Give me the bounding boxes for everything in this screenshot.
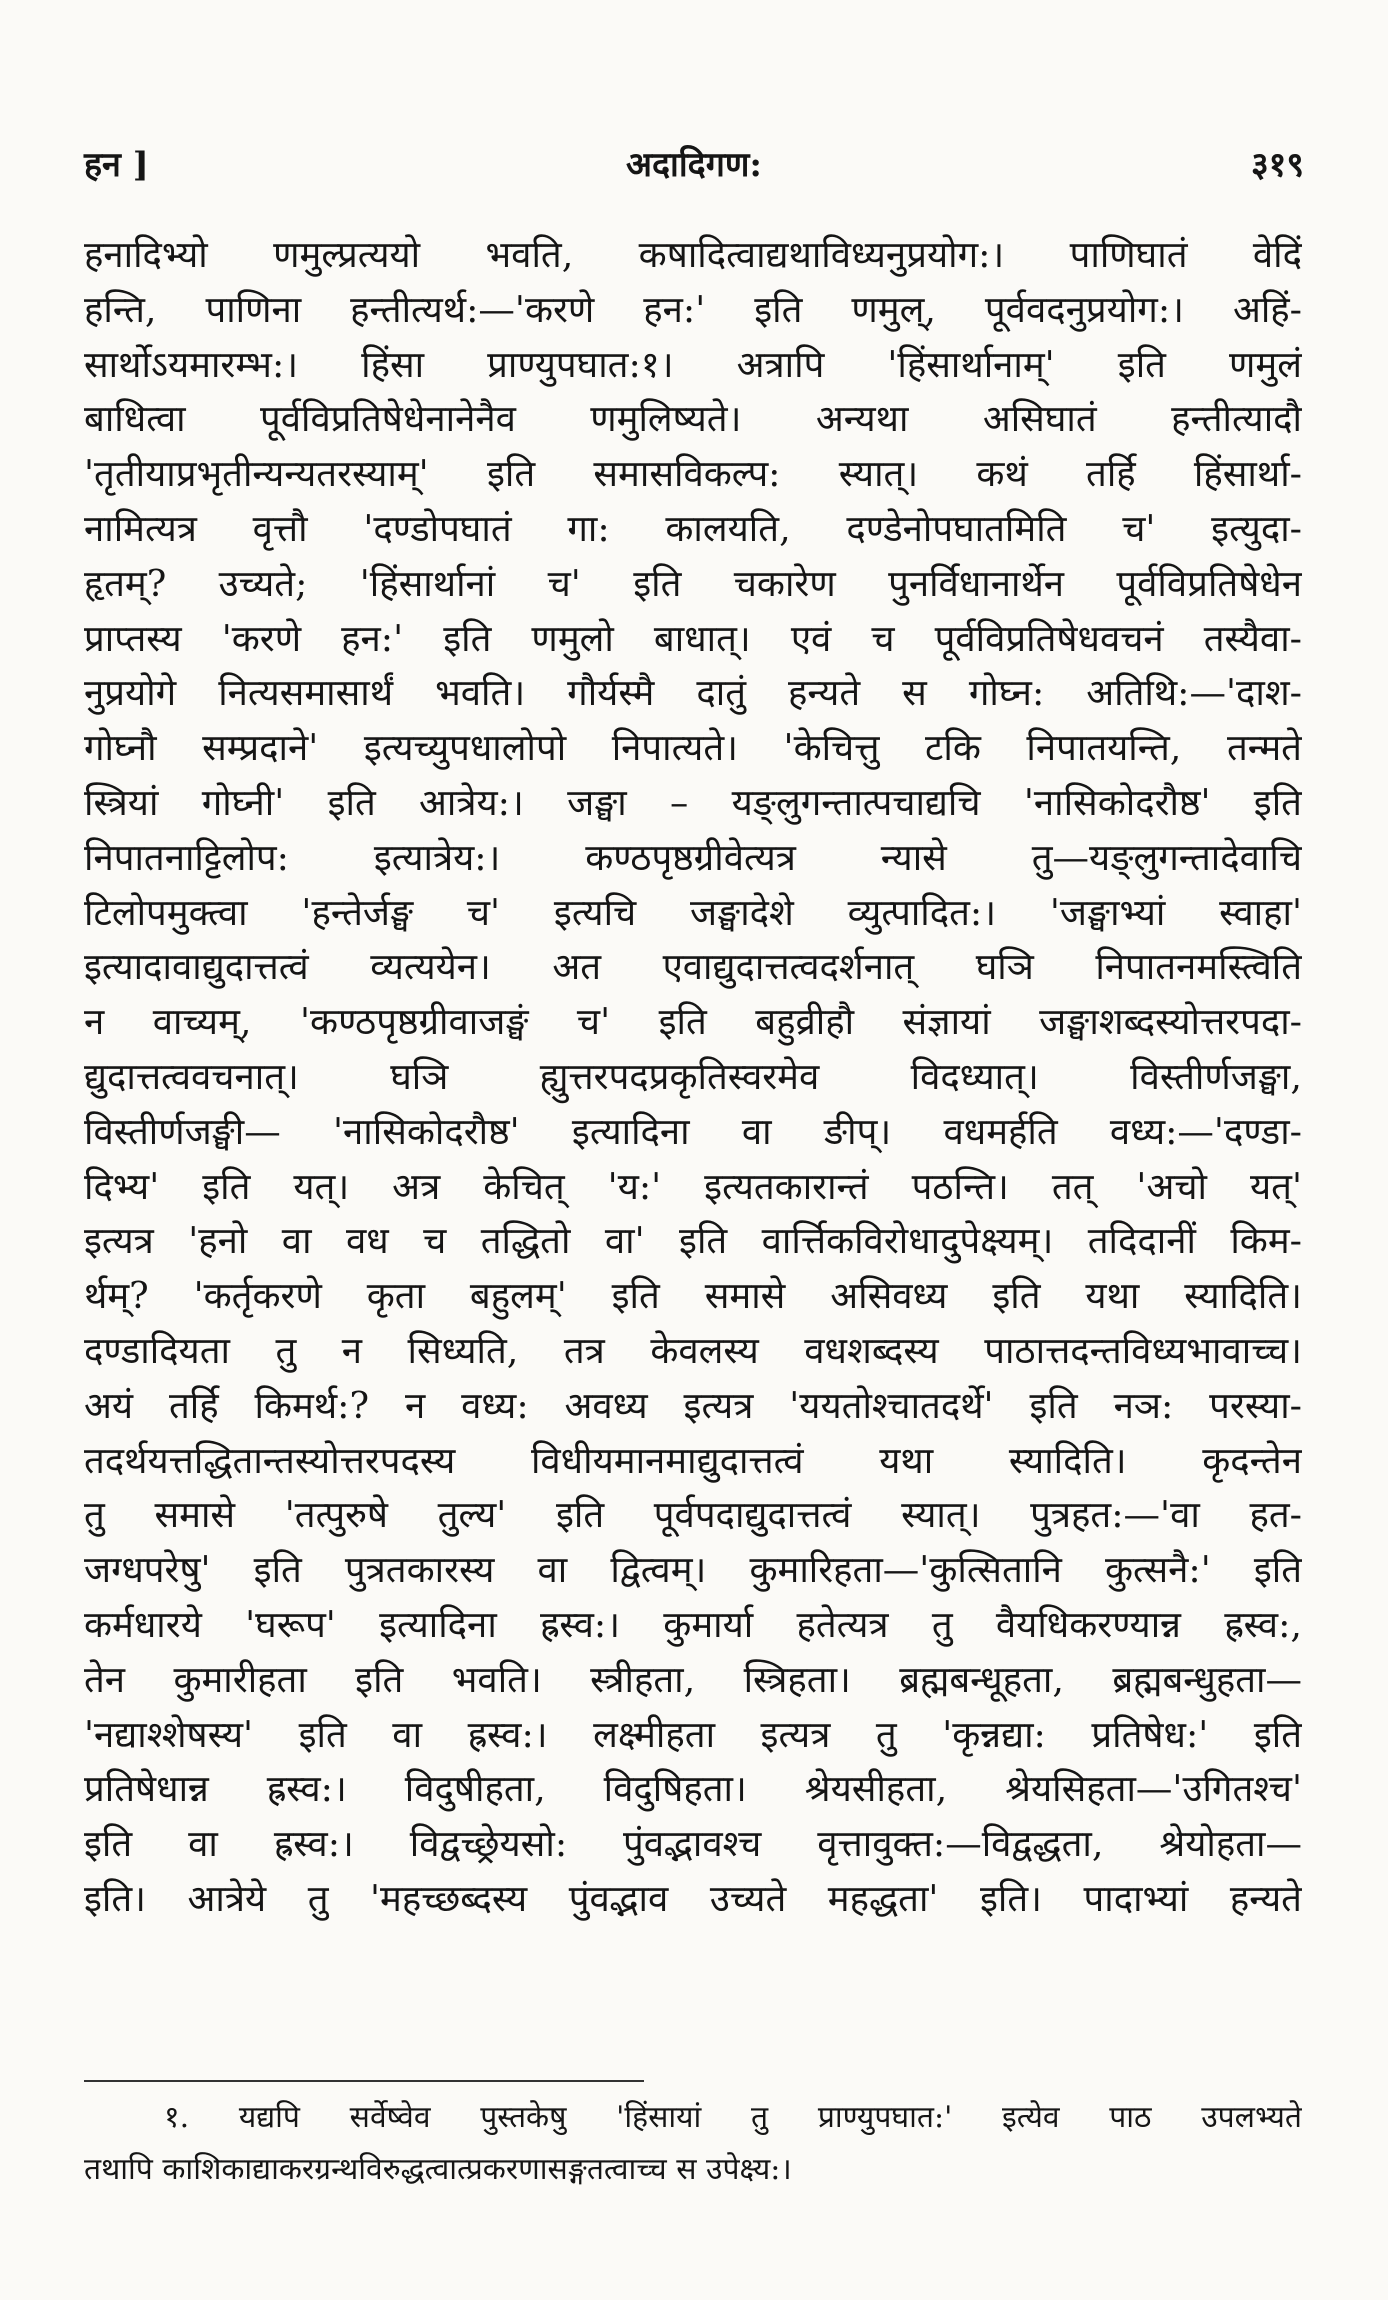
footnote (84, 2092, 1302, 2196)
text-line: कर्मधारये 'घरूप' इत्यादिना ह्रस्व:। कुमार्या हतेत्यत्र तु वैयधिकरण्यान्न ह्रस्व:, (84, 1602, 1302, 1646)
text-line: हनादिभ्यो णमुल्प्रत्ययो भवति, कषादित्वाद्यथाविध्यनुप्रयोग:। पाणिघातं वेदिं (84, 233, 1302, 276)
running-head-title: अदादिगण: (626, 145, 762, 185)
text-line: बाधित्वा पूर्वविप्रतिषेधेनानेनैव णमुलिष्यते। अन्यथा असिघातं हन्तीत्यादौ (84, 397, 1302, 441)
text-line: दण्डादियता तु न सिध्यति, तत्र केवलस्य वधशब्दस्य पाठात्तदन्तविध्यभावाच्च। (84, 1328, 1302, 1372)
text-line: न वाच्यम्, 'कण्ठपृष्ठग्रीवाजङ्घं च' इति बहुव्रीहौ संज्ञायां जङ्घाशब्दस्योत्तरपदा- (84, 1000, 1302, 1044)
text-line: सार्थोऽयमारम्भ:। हिंसा प्राण्युपघात:१। अत्रापि 'हिंसार्थानाम्' इति णमुलं (84, 342, 1302, 386)
text-line: दिभ्य' इति यत्। अत्र केचित् 'य:' इत्यतकारान्तं पठन्ति। तत् 'अचो यत्' (84, 1164, 1302, 1208)
page-number: ३१९ (1250, 145, 1304, 185)
text-line: गोघ्नौ सम्प्रदाने' इत्यच्युपधालोपो निपात्यते। 'केचित्तु टकि निपातयन्ति, तन्मते (84, 726, 1302, 770)
text-line: टिलोपमुक्त्वा 'हन्तेर्जङ्घ च' इत्यचि जङ्घादेशे व्युत्पादित:। 'जङ्घाभ्यां स्वाहा' (84, 890, 1302, 934)
footnote-line: १. यद्यपि सर्वेष्वेव पुस्तकेषु 'हिंसायां तु प्राण्युपघात:' इत्येव पाठ उपलभ्यते (164, 2100, 1302, 2135)
text-line: हृतम्? उच्यते; 'हिंसार्थानां च' इति चकारेण पुनर्विधानार्थेन पूर्वविप्रतिषेधेन (84, 561, 1302, 605)
text-line: नामित्यत्र वृत्तौ 'दण्डोपघातं गा: कालयति, दण्डेनोपघातमिति च' इत्युदा- (84, 506, 1302, 550)
text-line: तदर्थयत्तद्धितान्तस्योत्तरपदस्य विधीयमानमाद्युदात्तत्वं यथा स्यादिति। कृदन्तेन (84, 1438, 1302, 1482)
footnote-line: तथापि काशिकाद्याकरग्रन्थविरुद्धत्वात्प्रकरणासङ्गतत्वाच्च स उपेक्ष्य:। (84, 2152, 792, 2187)
text-line: द्युदात्तत्ववचनात्। घञि ह्युत्तरपदप्रकृतिस्वरमेव विदध्यात्। विस्तीर्णजङ्घा, (84, 1054, 1302, 1098)
text-line: तु समासे 'तत्पुरुषे तुल्य' इति पूर्वपदाद्युदात्तत्वं स्यात्। पुत्रहत:—'वा हत- (84, 1493, 1302, 1537)
page-header (84, 140, 1304, 190)
text-line: इत्यादावाद्युदात्तत्वं व्यत्ययेन। अत एवाद्युदात्तत्वदर्शनात् घञि निपातनमस्त्विति (84, 945, 1302, 989)
text-line: प्राप्तस्य 'करणे हन:' इति णमुलो बाधात्। एवं च पूर्वविप्रतिषेधवचनं तस्यैवा- (84, 616, 1302, 660)
text-line: 'तृतीयाप्रभृतीन्यन्यतरस्याम्' इति समासविकल्प: स्यात्। कथं तर्हि हिंसार्था- (84, 452, 1302, 496)
text-line: जग्धपरेषु' इति पुत्रतकारस्य वा द्वित्वम्। कुमारिहता—'कुत्सितानि कुत्सनै:' इति (84, 1548, 1302, 1592)
text-line: तेन कुमारीहता इति भवति। स्त्रीहता, स्त्रिहता। ब्रह्मबन्धूहता, ब्रह्मबन्धुहता— (84, 1657, 1302, 1701)
text-line: हन्ति, पाणिना हन्तीत्यर्थ:—'करणे हन:' इति णमुल्, पूर्ववदनुप्रयोग:। अहिं- (84, 287, 1302, 331)
text-line: अयं तर्हि किमर्थ:? न वध्य: अवध्य इत्यत्र 'ययतोश्चातदर्थे' इति नञ: परस्या- (84, 1383, 1302, 1427)
text-line: र्थम्? 'कर्तृकरणे कृता बहुलम्' इति समासे असिवध्य इति यथा स्यादिति। (84, 1274, 1302, 1318)
main-text (84, 228, 1302, 1927)
text-line: निपातनाट्टिलोप: इत्यात्रेय:। कण्ठपृष्ठग्रीवेत्यत्र न्यासे तु—यङ्लुगन्तादेवाचि (84, 835, 1302, 879)
text-line: इति वा ह्रस्व:। विद्वच्छ्रेयसो: पुंवद्भावश्च वृत्तावुक्त:—विद्वद्धता, श्रेयोहता— (84, 1822, 1302, 1866)
text-line: विस्तीर्णजङ्घी— 'नासिकोदरौष्ठ' इत्यादिना वा ङीप्। वधमर्हति वध्य:—'दण्डा- (84, 1109, 1302, 1153)
text-line: 'नद्याश्शेषस्य' इति वा ह्रस्व:। लक्ष्मीहता इत्यत्र तु 'कृन्नद्या: प्रतिषेध:' इति (84, 1712, 1302, 1756)
text-line: प्रतिषेधान्न ह्रस्व:। विदुषीहता, विदुषिहता। श्रेयसीहता, श्रेयसिहता—'उगितश्च' (84, 1767, 1302, 1811)
running-head-left: हन ] (84, 145, 149, 185)
footnote-divider (84, 2080, 644, 2082)
text-line: नुप्रयोगे नित्यसमासार्थं भवति। गौर्यस्मै दातुं हन्यते स गोघ्न: अतिथि:—'दाश- (84, 671, 1302, 715)
text-line: इति। आत्रेये तु 'महच्छब्दस्य पुंवद्भाव उच्यते महद्धता' इति। पादाभ्यां हन्यते (84, 1876, 1302, 1920)
text-line: इत्यत्र 'हनो वा वध च तद्धितो वा' इति वार्त्तिकविरोधादुपेक्ष्यम्। तदिदानीं किम- (84, 1219, 1302, 1263)
text-line: स्त्रियां गोघ्नी' इति आत्रेय:। जङ्घा – यङ्लुगन्तात्पचाद्यचि 'नासिकोदरौष्ठ' इति (84, 780, 1302, 824)
